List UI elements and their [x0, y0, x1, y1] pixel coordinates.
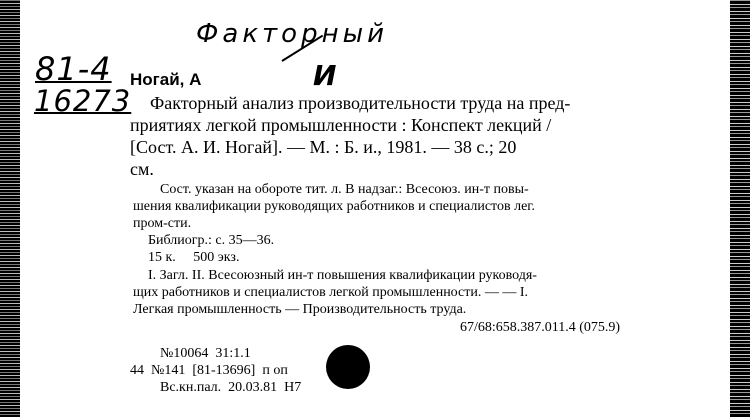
title-line: приятиях легкой промышленности : Конспект лекций / — [130, 115, 552, 135]
title-line: [Сост. А. И. Ногай]. — М. : Б. и., 1981. — 38 с.; 20 — [130, 137, 517, 157]
note-line: Сост. указан на обороте тит. л. В надзаг.: Всесоюз. ин-т повы- — [160, 182, 529, 197]
punch-hole — [326, 345, 370, 389]
handwritten-inventory-number: 16273 — [34, 84, 132, 118]
bibliography-note: Библиогр.: с. 35—36. — [148, 233, 275, 248]
tracing-line: I. Загл. II. Всесоюзный ин-т повышения квалификации руководя- — [148, 268, 537, 283]
handwritten-title: Факторный — [196, 19, 388, 49]
control-number-line: №10064 31:1.1 — [160, 346, 251, 361]
classification-index: 67/68:658.387.011.4 (075.9) — [460, 320, 621, 335]
note-line: пром-сти. — [133, 216, 192, 231]
handwritten-mark-letter: И — [313, 59, 338, 92]
scan-edge-right — [730, 0, 750, 417]
price-run-note: 15 к. 500 экз. — [148, 250, 240, 265]
control-number-line: 44 №141 [81-13696] п оп — [130, 363, 288, 378]
title-line: Факторный анализ производительности труда на пред- — [150, 93, 571, 113]
note-line: шения квалификации руководящих работников и специалистов лег. — [133, 199, 535, 214]
handwritten-shelf-mark: 81-4 — [35, 50, 112, 88]
title-line: см. — [130, 159, 154, 179]
author-heading: Ногай, А — [130, 70, 202, 89]
scan-edge-left — [0, 0, 20, 417]
control-number-line: Вс.кн.пал. 20.03.81 Н7 — [160, 380, 302, 395]
tracing-line: щих работников и специалистов легкой промышленности. — — I. — [133, 285, 529, 300]
tracing-line: Легкая промышленность — Производительность труда. — [133, 302, 467, 317]
